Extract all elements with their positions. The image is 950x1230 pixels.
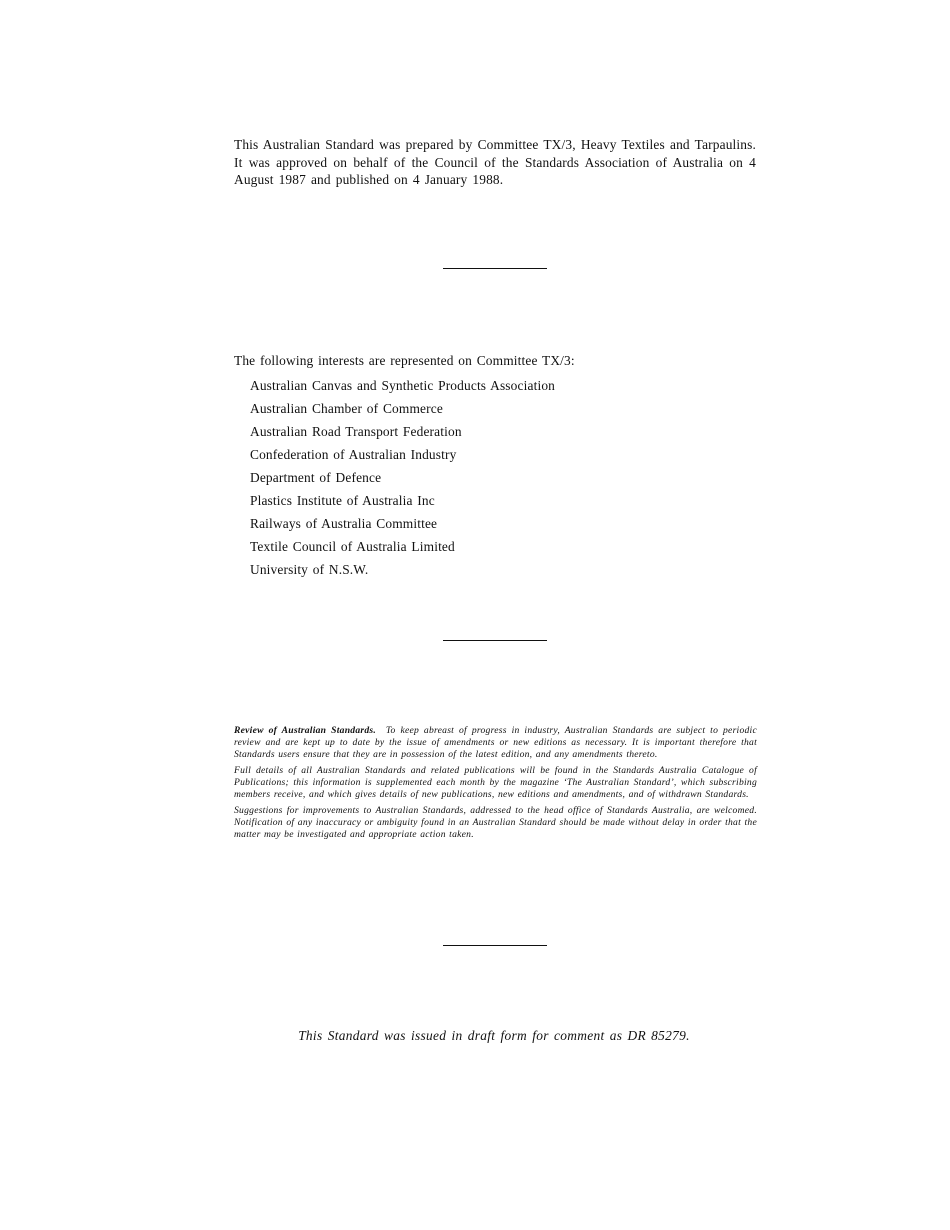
- review-paragraph-1: [234, 725, 757, 761]
- review-lead: Review of Australian Standards.: [234, 725, 377, 736]
- interests-heading: The following interests are represented on Committee TX/3:: [234, 353, 575, 368]
- interest-item: University of N.S.W.: [250, 562, 369, 577]
- interest-item: Australian Road Transport Federation: [250, 424, 462, 439]
- interest-item: Australian Chamber of Commerce: [250, 401, 443, 416]
- committee-interests-section: [234, 351, 756, 581]
- interest-item: Department of Defence: [250, 470, 382, 485]
- interest-item: Railways of Australia Committee: [250, 516, 438, 531]
- interest-item: Plastics Institute of Australia Inc: [250, 493, 435, 508]
- committee-intro-paragraph: This Australian Standard was prepared by Committee TX/3, Heavy Textiles and Tarpaulins. It was approved on behalf of the Council of the Standards Association of Australia on 4 August 1987 and published on 4 January 1988.: [234, 137, 756, 187]
- section-divider: [443, 640, 547, 641]
- section-divider: [443, 268, 547, 269]
- section-divider: [443, 945, 547, 946]
- interest-item: Confederation of Australian Industry: [250, 447, 457, 462]
- review-paragraph-2: Full details of all Australian Standards and related publications will be found in the Standards Australia Catalogue of Publications; this information is supplemented each month by the magazine ‘The Australian Standard’, which subscribing members receive, and which gives details of new publications, new editions and amendments, and of withdrawn Standards.: [234, 764, 757, 801]
- review-paragraph-3: Suggestions for improvements to Australian Standards, addressed to the head office of Standards Australia, are welcomed. Notification of any inaccuracy or ambiguity found in an Australian Standard should be made without delay in order that the matter may be investigated and appropriate action taken.: [234, 804, 757, 840]
- interests-list: [234, 374, 756, 581]
- review-paragraph-1-text: To keep abreast of progress in industry, Australian Standards are subject to periodic review and are kept up to date by the issue of amendments or new editions as necessary. It is important therefore that Standards users ensure that they are in possession of the latest edition, and any amendments thereto.: [234, 725, 757, 761]
- draft-note: This Standard was issued in draft form for comment as DR 85279.: [298, 1028, 690, 1043]
- interest-item: Textile Council of Australia Limited: [250, 539, 455, 554]
- interest-item: Australian Canvas and Synthetic Products Association: [250, 378, 556, 393]
- review-notice: [234, 725, 757, 845]
